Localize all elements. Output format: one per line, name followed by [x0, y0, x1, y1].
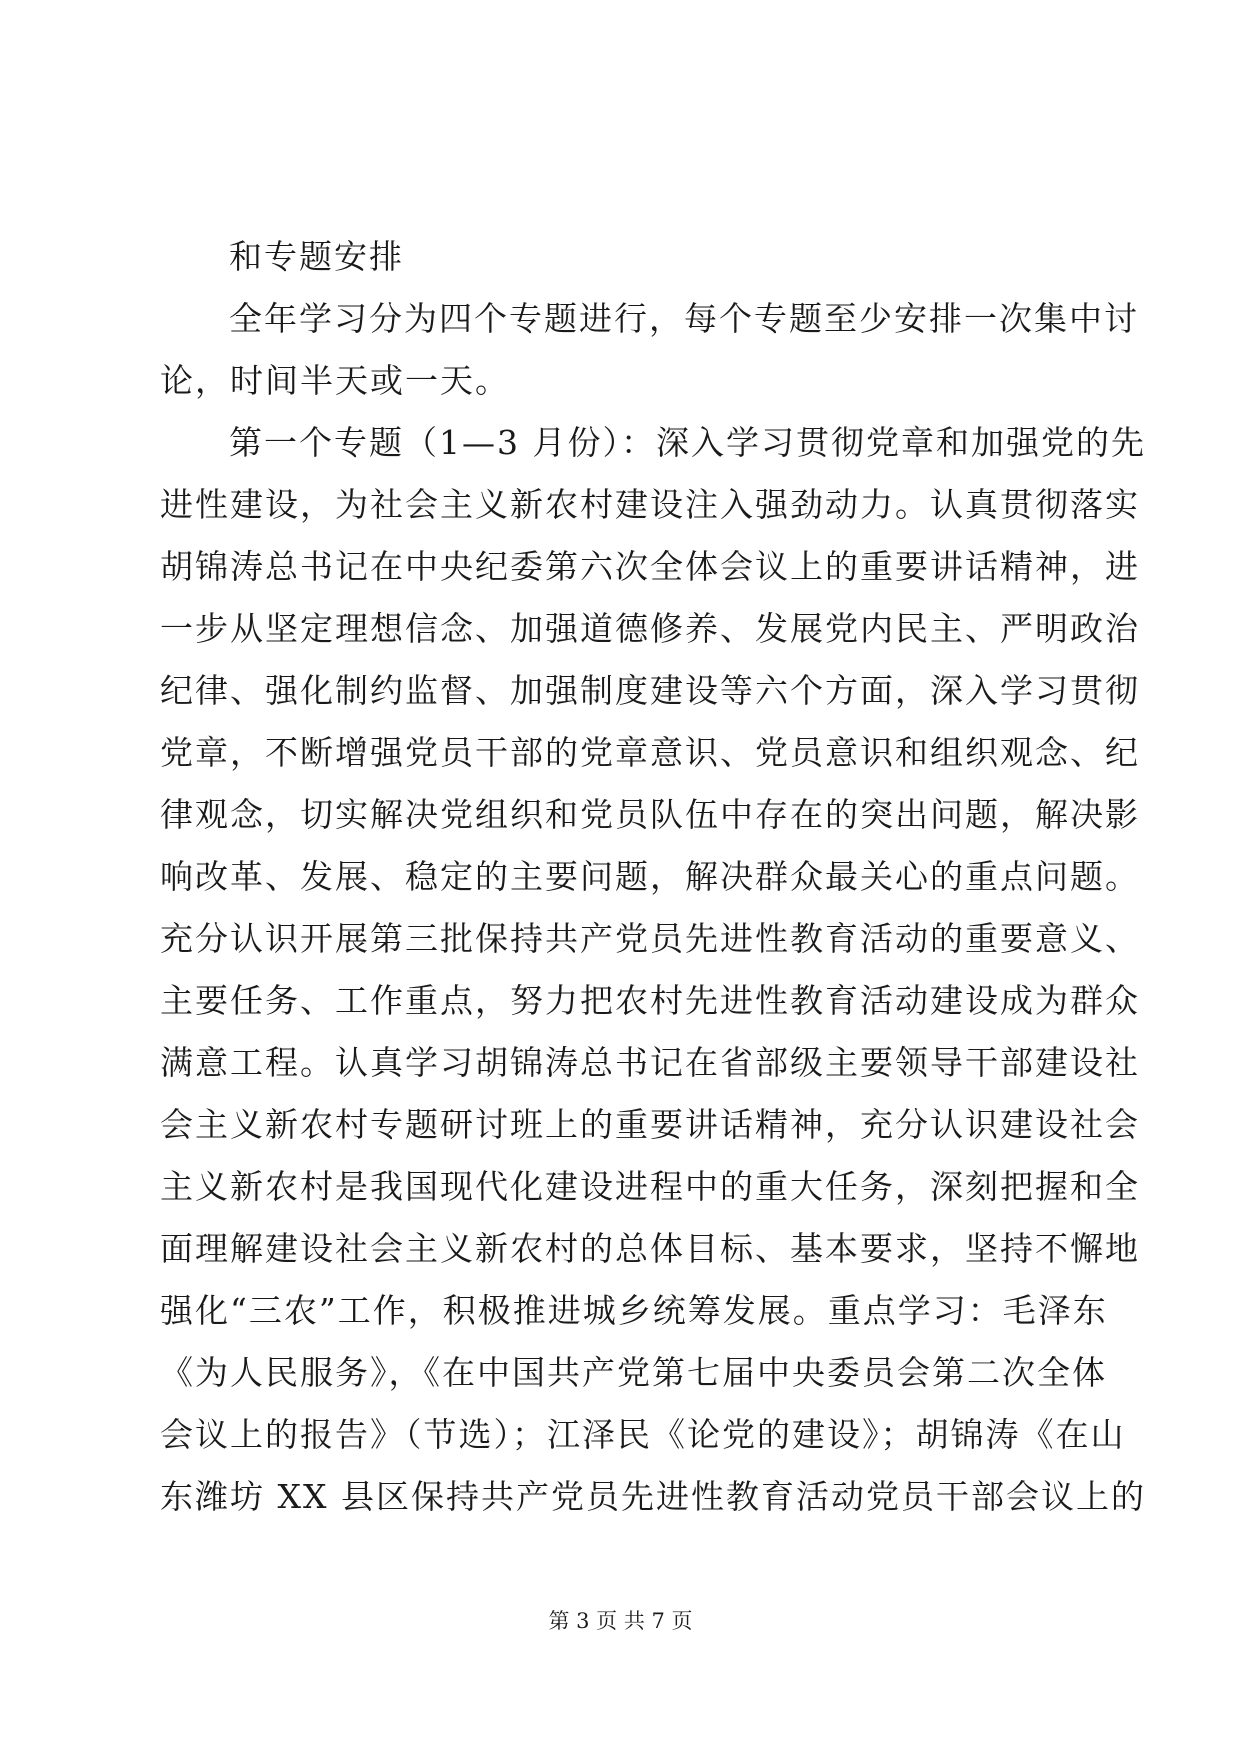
text-line: 律观念，切实解决党组织和党员队伍中存在的突出问题，解决影: [160, 795, 1140, 834]
text-line: 《为人民服务》，《在中国共产党第七届中央委员会第二次全体: [160, 1353, 1107, 1392]
text-line: 强化“三农”工作，积极推进城乡统筹发展。重点学习：毛泽东: [160, 1291, 1108, 1330]
text-line: 东潍坊 XX 县区保持共产党员先进性教育活动党员干部会议上的: [160, 1477, 1146, 1516]
text-line: 进性建设，为社会主义新农村建设注入强劲动力。认真贯彻落实: [160, 485, 1140, 524]
page-number-label: 第 3 页 共 7 页: [548, 1609, 693, 1633]
page-footer: [0, 1606, 1241, 1636]
text-line: 响改革、发展、稳定的主要问题，解决群众最关心的重点问题。: [160, 857, 1140, 896]
text-line: 会主义新农村专题研讨班上的重要讲话精神，充分认识建设社会: [160, 1105, 1140, 1144]
text-line: 会议上的报告》（节选）；江泽民《论党的建设》；胡锦涛《在山: [160, 1415, 1126, 1454]
text-line: 主义新农村是我国现代化建设进程中的重大任务，深刻把握和全: [160, 1167, 1140, 1206]
text-line: 全年学习分为四个专题进行，每个专题至少安排一次集中讨: [229, 299, 1139, 338]
text-line: 充分认识开展第三批保持共产党员先进性教育活动的重要意义、: [160, 919, 1140, 958]
text-line: 论，时间半天或一天。: [160, 361, 510, 400]
body-text: [160, 226, 1146, 1528]
text-line: 胡锦涛总书记在中央纪委第六次全体会议上的重要讲话精神，进: [160, 547, 1140, 586]
text-line: 面理解建设社会主义新农村的总体目标、基本要求，坚持不懈地: [160, 1229, 1140, 1268]
text-line: 主要任务、工作重点，努力把农村先进性教育活动建设成为群众: [160, 981, 1140, 1020]
text-line: 党章，不断增强党员干部的党章意识、党员意识和组织观念、纪: [160, 733, 1140, 772]
text-line: 第一个专题（1—3 月份）：深入学习贯彻党章和加强党的先: [229, 423, 1146, 462]
text-line: 满意工程。认真学习胡锦涛总书记在省部级主要领导干部建设社: [160, 1043, 1140, 1082]
text-line: 和专题安排: [229, 237, 404, 276]
text-line: 一步从坚定理想信念、加强道德修养、发展党内民主、严明政治: [160, 609, 1140, 648]
text-line: 纪律、强化制约监督、加强制度建设等六个方面，深入学习贯彻: [160, 671, 1140, 710]
